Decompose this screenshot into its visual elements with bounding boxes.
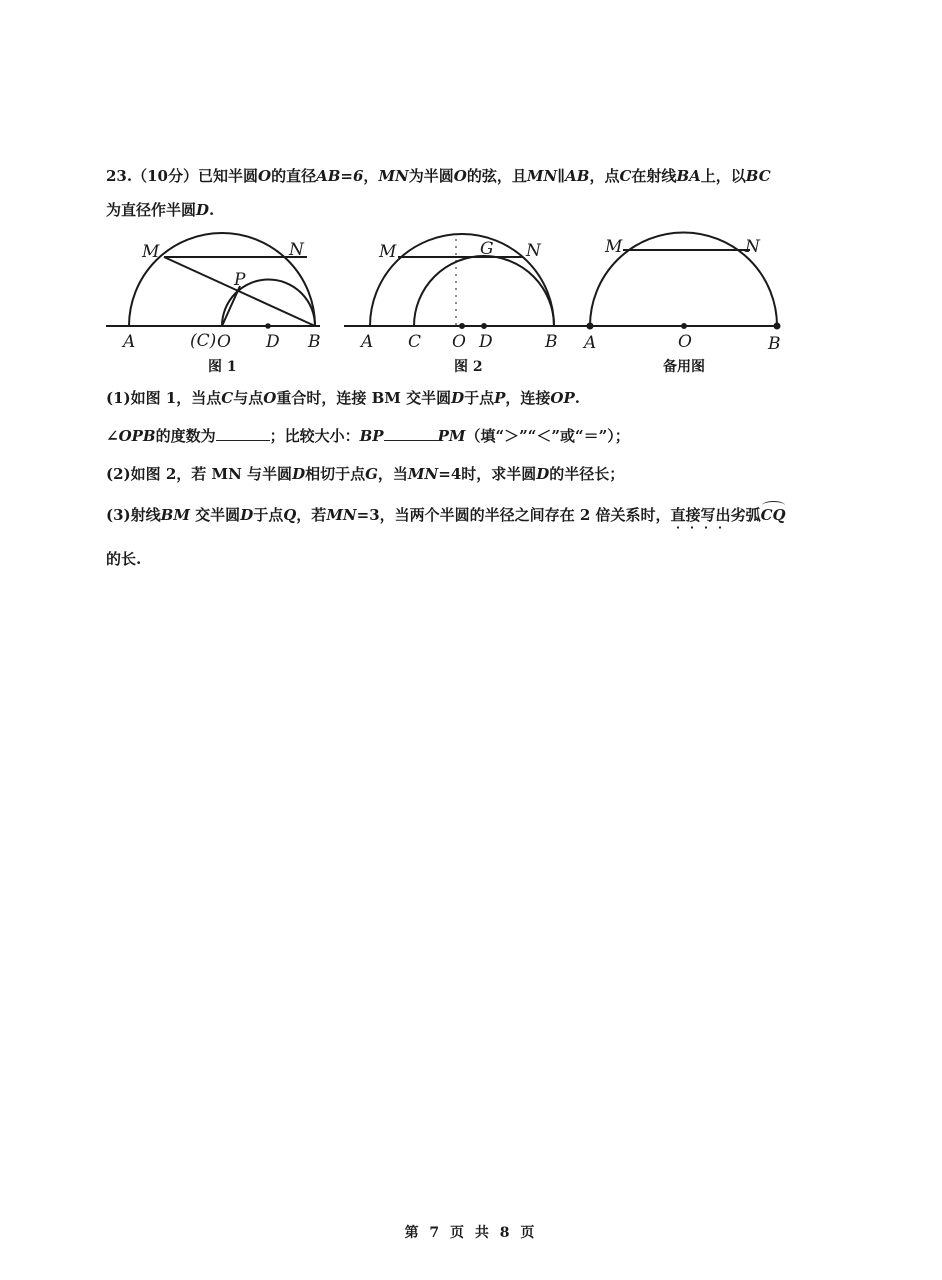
answer-blank-compare[interactable] [384, 426, 438, 441]
fig2-caption: 图 2 [454, 359, 483, 375]
stem-text: 的弦，且 [466, 167, 527, 185]
fig2-point-o [460, 324, 464, 328]
part-text: 劣弧 [730, 506, 761, 524]
fig1-point-d [266, 324, 270, 328]
part1-line2 [106, 426, 866, 446]
part-text: (1)如图 1，当点 [106, 389, 222, 407]
emphasis-text: 直接写出 [670, 506, 731, 524]
fig1-label-b: B [308, 332, 321, 352]
part-text: ，当两个半圆的半径之间存在 2 倍关系时， [379, 506, 671, 524]
fig3-label-o: O [678, 332, 692, 352]
part-text: 时，求半圆 [461, 465, 537, 483]
part-text: ，当 [377, 465, 408, 483]
fig1-label-o: O [217, 332, 231, 352]
part3-line1 [106, 505, 866, 525]
math-var: MN [326, 506, 357, 524]
part-text: ；比较大小： [269, 427, 360, 445]
part-text: 交半圆 [195, 506, 241, 524]
fig2-label-b: B [545, 332, 558, 352]
fig2-label-c: C [408, 332, 422, 352]
math-var: D [292, 465, 306, 483]
math-var: O [258, 167, 272, 185]
part-text: ，若 [296, 506, 327, 524]
question-number: 23. [106, 167, 133, 185]
fig2-label-g: G [480, 239, 494, 259]
fig3-point-o [682, 324, 686, 328]
fig3-point-a [588, 324, 593, 329]
math-var: BA [676, 167, 701, 185]
part3-line2 [106, 549, 866, 569]
page-footer: 第 7 页 共 8 页 [404, 1225, 538, 1241]
fig1-label-c: (C) [190, 331, 217, 351]
fig1-label-p: P [234, 270, 246, 290]
fig3-caption: 备用图 [663, 359, 705, 375]
question-stem [106, 166, 866, 186]
math-var: PM [437, 427, 466, 445]
math-var: BC [745, 167, 771, 185]
fig2-label-n: N [526, 241, 541, 261]
math-expr: AB=6 [316, 167, 364, 185]
fig3-point-b [775, 324, 780, 329]
math-expr: ∠OPB [106, 427, 156, 445]
part-text: 重合时，连接 BM 交半圆 [276, 389, 452, 407]
figure-1-labels [121, 240, 321, 375]
math-var: MN [407, 465, 439, 483]
part-text: 的长. [106, 550, 142, 568]
fig1-label-n: N [289, 240, 304, 260]
math-var: BM [160, 506, 190, 524]
math-var: P [494, 389, 506, 407]
fig3-label-a: A [584, 333, 597, 353]
fig2-label-d: D [479, 332, 493, 352]
fig1-caption: 图 1 [208, 359, 237, 375]
fig1-label-m: M [142, 242, 160, 262]
figure-1 [106, 233, 320, 328]
fig1-label-a: A [123, 332, 136, 352]
stem-text: 的直径 [271, 167, 317, 185]
fig2-point-d [482, 324, 486, 328]
part1-line1 [106, 388, 866, 408]
math-expr: =4 [438, 465, 462, 483]
geometry-figures [100, 225, 800, 385]
part-text: 相切于点 [305, 465, 366, 483]
math-var: D [240, 506, 254, 524]
part-text: 于点 [253, 506, 284, 524]
math-var: OP [550, 389, 575, 407]
math-var: G [365, 465, 378, 483]
figure-2-labels [359, 239, 558, 375]
math-expr: MN∥AB [526, 167, 590, 185]
part-text: 的度数为 [155, 427, 216, 445]
stem-text: . [209, 201, 215, 219]
stem-text: ， [363, 167, 379, 185]
arc-cq: CQ [760, 506, 786, 524]
fig1-label-d: D [266, 332, 280, 352]
math-var: C [221, 389, 234, 407]
stem-text: ，点 [589, 167, 620, 185]
part2-line [106, 464, 866, 484]
part-text: ，连接 [505, 389, 551, 407]
stem-text: 已知半圆 [197, 167, 258, 185]
part-text: （填“＞”“＜”或“＝”）； [465, 427, 630, 445]
part-text: 的半径长； [549, 465, 625, 483]
question-stem-cont [106, 200, 866, 220]
fig1-segment-op [222, 286, 240, 326]
math-var: D [451, 389, 465, 407]
stem-text: 为直径作半圆 [106, 201, 197, 219]
part-text: (2)如图 2，若 MN 与半圆 [106, 465, 293, 483]
answer-blank-angle[interactable] [216, 426, 270, 441]
math-var: MN [378, 167, 409, 185]
fig2-label-o: O [452, 332, 466, 352]
math-var: C [619, 167, 632, 185]
fig2-label-a: A [361, 332, 374, 352]
question-score: （10分） [132, 167, 198, 185]
part-text: 与点 [233, 389, 264, 407]
fig3-label-b: B [768, 334, 781, 354]
part-text: (3)射线 [106, 506, 161, 524]
math-expr: =3 [356, 506, 380, 524]
math-var: D [536, 465, 550, 483]
math-var: O [263, 389, 277, 407]
fig3-label-n: N [745, 237, 760, 257]
fig3-label-m: M [605, 237, 623, 257]
math-var: O [453, 167, 467, 185]
math-var: BP [359, 427, 384, 445]
stem-text: 为半圆 [408, 167, 454, 185]
math-var: Q [283, 506, 297, 524]
part-text: . [574, 389, 580, 407]
figure-3-labels [582, 237, 781, 375]
fig1-segment-bm [164, 257, 315, 326]
math-var: D [196, 201, 210, 219]
fig2-label-m: M [379, 242, 397, 262]
part-text: 于点 [464, 389, 495, 407]
stem-text: 上，以 [700, 167, 746, 185]
stem-text: 在射线 [631, 167, 677, 185]
